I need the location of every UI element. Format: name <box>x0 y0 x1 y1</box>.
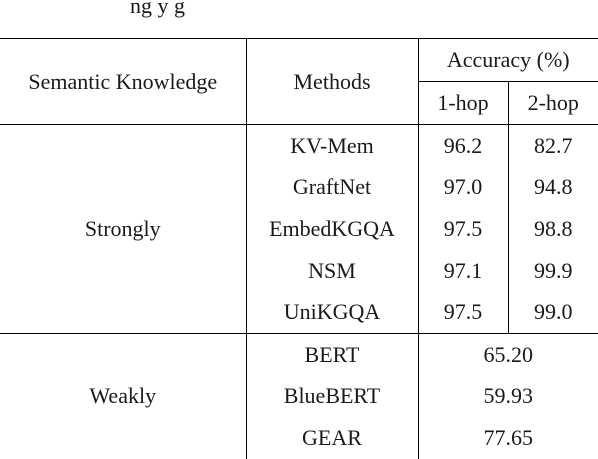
accuracy-cell: 59.93 <box>483 383 533 409</box>
results-table <box>0 38 598 459</box>
method-cell: UniKGQA <box>246 291 418 333</box>
header-two-hop: 2-hop <box>508 82 598 125</box>
two-hop-cell: 99.0 <box>508 291 598 333</box>
caption-fragment: ng y g <box>130 0 185 18</box>
method-cell: BlueBERT <box>246 376 418 418</box>
header-one-hop: 1-hop <box>418 82 508 125</box>
method-cell: NSM <box>246 250 418 292</box>
accuracy-cell: 65.20 <box>483 341 533 367</box>
one-hop-cell: 97.5 <box>418 291 508 333</box>
method-cell: GraftNet <box>246 167 418 209</box>
group-label-weakly: Weakly <box>0 333 246 458</box>
two-hop-cell: 99.9 <box>534 257 573 283</box>
method-cell: KV-Mem <box>246 125 418 167</box>
two-hop-cell: 98.8 <box>534 215 573 241</box>
header-accuracy: Accuracy (%) <box>418 39 598 82</box>
group-label-strongly: Strongly <box>0 125 246 334</box>
one-hop-cell: 97.1 <box>418 250 508 292</box>
method-cell: GEAR <box>246 417 418 459</box>
header-semantic-knowledge: Semantic Knowledge <box>0 39 246 125</box>
header-row-top <box>0 39 598 82</box>
accuracy-cell: 77.65 <box>483 424 533 450</box>
one-hop-cell: 97.0 <box>418 167 508 209</box>
two-hop-cell: 94.8 <box>534 174 573 200</box>
header-methods: Methods <box>246 39 418 125</box>
method-cell: EmbedKGQA <box>246 208 418 250</box>
two-hop-cell: 82.7 <box>534 132 573 158</box>
one-hop-cell: 96.2 <box>418 125 508 167</box>
method-cell: BERT <box>246 333 418 375</box>
table-row <box>0 125 598 167</box>
table-row <box>0 333 598 375</box>
one-hop-cell: 97.5 <box>418 208 508 250</box>
